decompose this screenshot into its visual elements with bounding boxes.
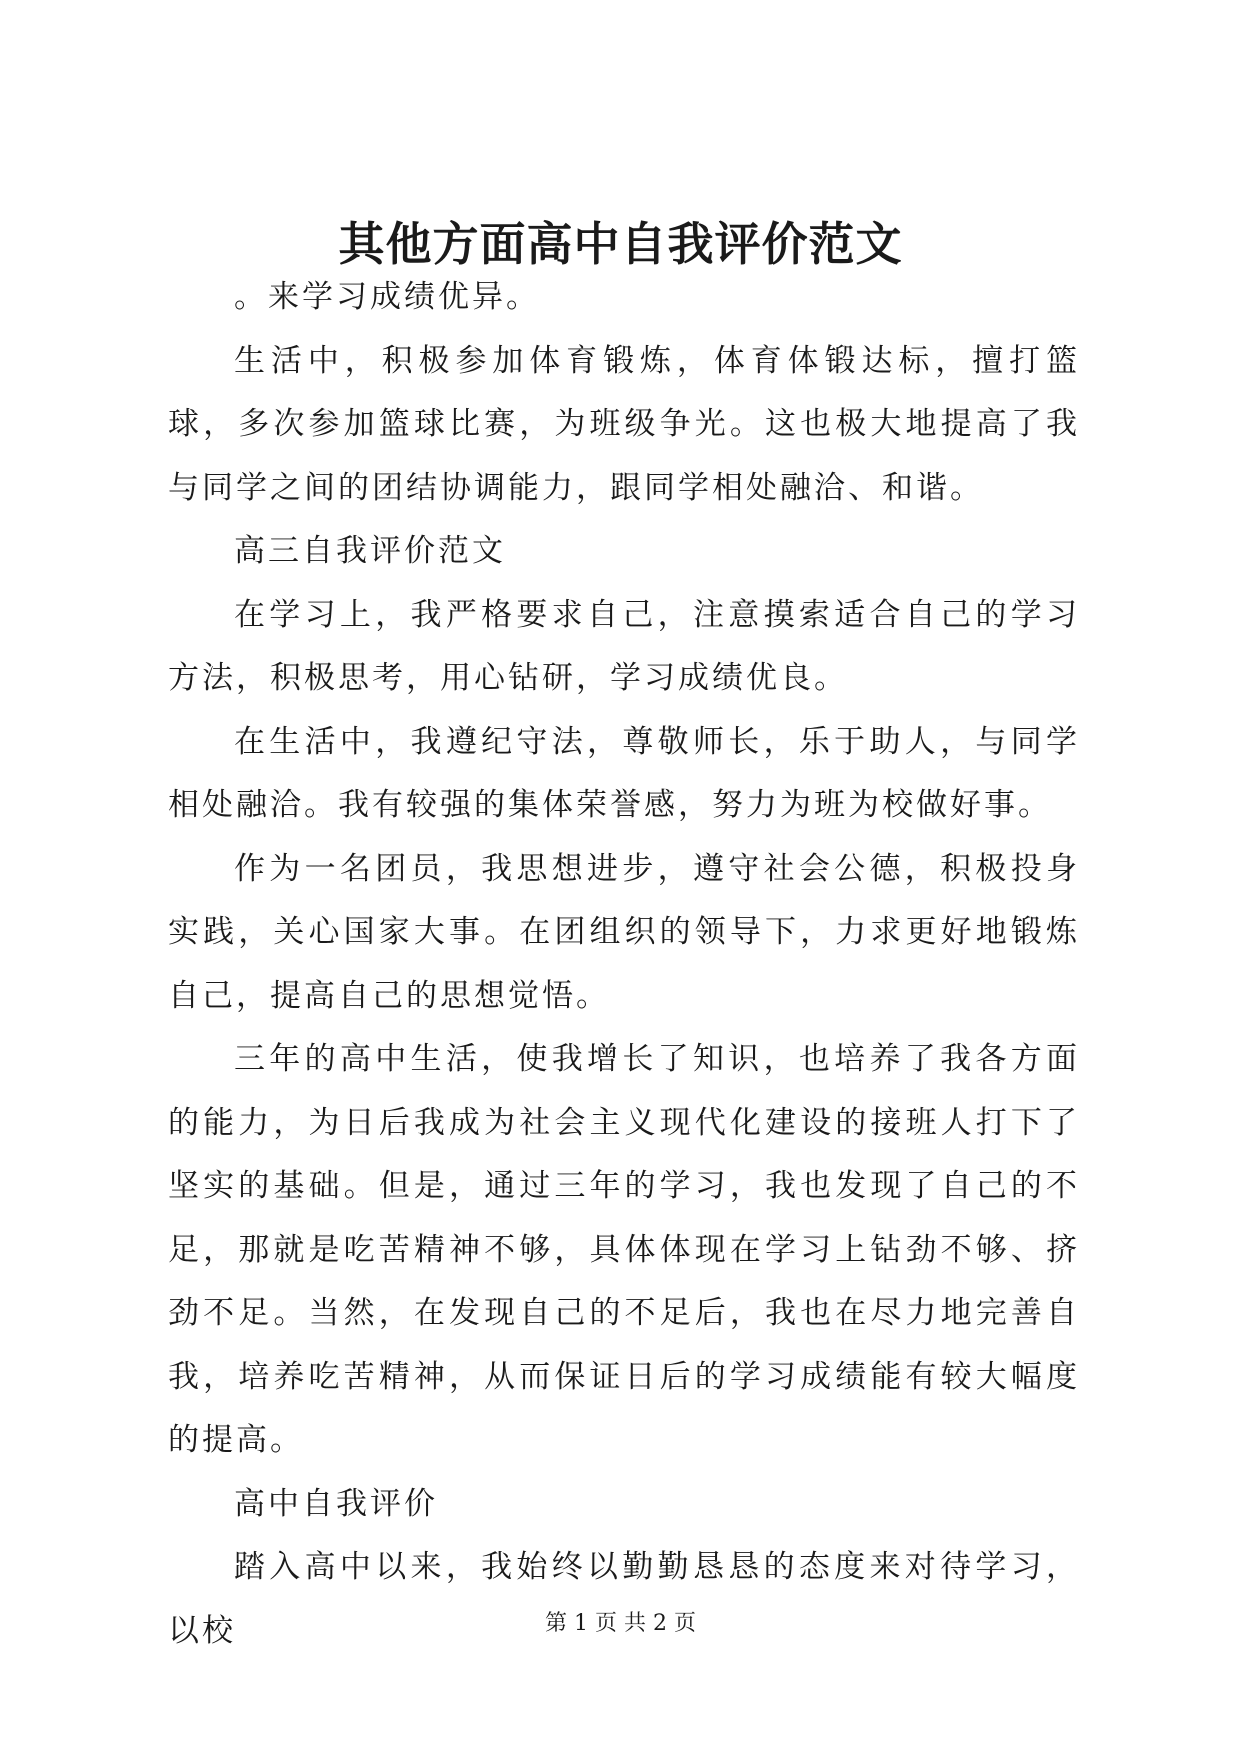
paragraph: 在学习上，我严格要求自己，注意摸索适合自己的学习方法，积极思考，用心钻研，学习成绩优良。 <box>168 596 1080 696</box>
section-heading: 高三自我评价范文 <box>234 533 506 569</box>
document-title: 其他方面高中自我评价范文 <box>338 217 903 271</box>
section-heading: 高中自我评价 <box>234 1485 438 1522</box>
paragraph: 三年的高中生活，使我增长了知识，也培养了我各方面的能力，为日后我成为社会主义现代化建设的接班人打下了坚实的基础。但是，通过三年的学习，我也发现了自己的不足，那就是吃苦精神不够，具体体现在学习上钻劲不够、挤劲不足。当然，在发现自己的不足后，我也在尽力地完善自我，培养吃苦精神，从而保证日后的学习成绩能有较大幅度的提高。 <box>168 1041 1080 1458</box>
paragraph: 作为一名团员，我思想进步，遵守社会公德，积极投身实践，关心国家大事。在团组织的领导下，力求更好地锻炼自己，提高自己的思想觉悟。 <box>168 850 1080 1014</box>
paragraph: 踏入高中以来，我始终以勤勤恳恳的态度来对待学习，以校 <box>168 1549 1080 1649</box>
paragraph: 。来学习成绩优异。 <box>234 279 540 315</box>
page-footer: 第 1 页 共 2 页 <box>545 1611 696 1636</box>
paragraph: 在生活中，我遵纪守法，尊敬师长，乐于助人，与同学相处融洽。我有较强的集体荣誉感，努力为班为校做好事。 <box>168 723 1080 823</box>
document-body <box>168 266 1080 1663</box>
paragraph: 生活中，积极参加体育锻炼，体育体锻达标，擅打篮球，多次参加篮球比赛，为班级争光。这也极大地提高了我与同学之间的团结协调能力，跟同学相处融洽、和谐。 <box>168 342 1080 506</box>
